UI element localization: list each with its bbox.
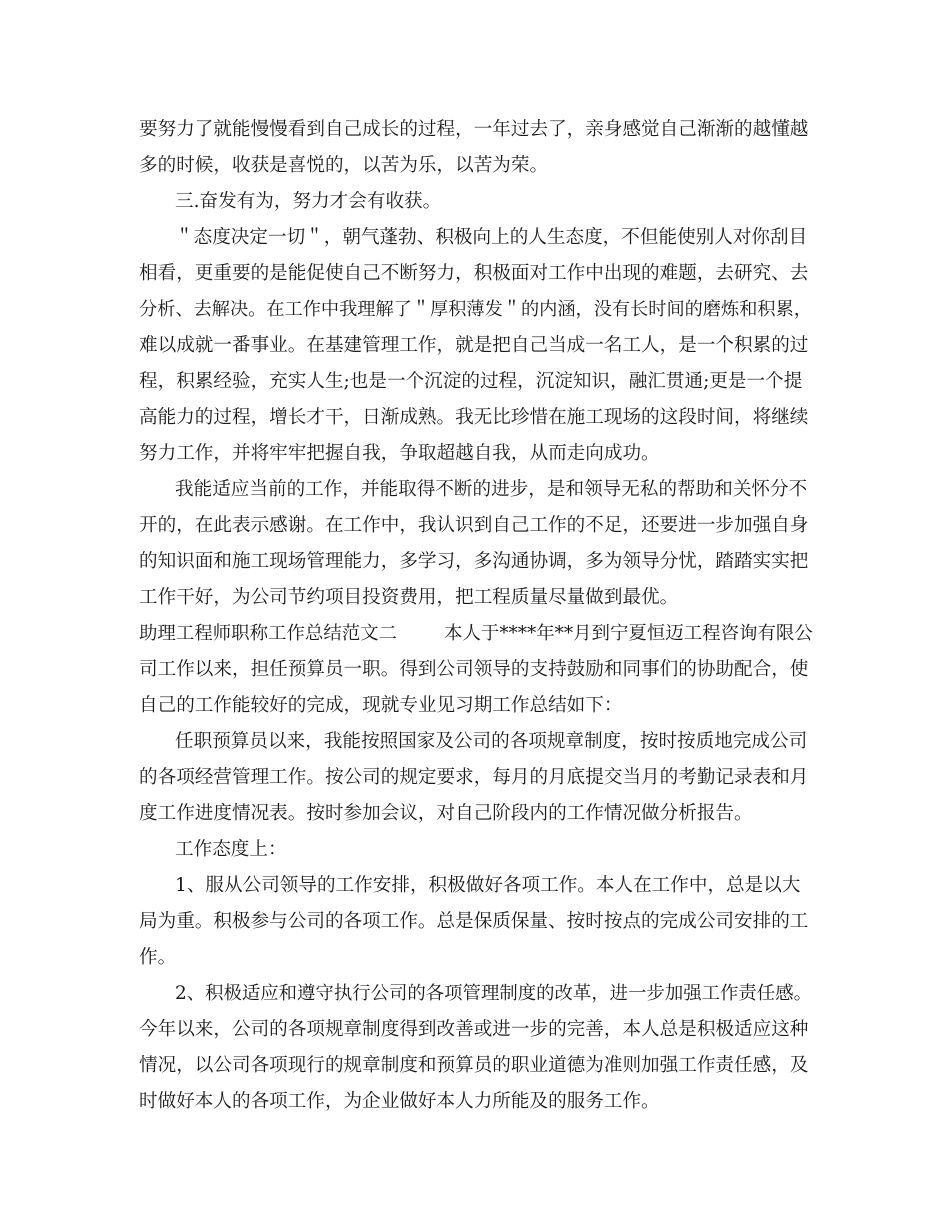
- text-line: 努力工作，并将牢牢把握自我，争取超越自我，从而走向成功。: [139, 443, 660, 464]
- document-title-line: 助理工程师职称工作总结范文二 本人于****年**月到宁夏恒迈工程咨询有限公: [139, 623, 813, 644]
- text-line: 作。: [139, 947, 177, 968]
- text-line: 多的时候，收获是喜悦的，以苦为乐，以苦为荣。: [139, 155, 549, 176]
- text-line: 的各项经营管理工作。按公司的规定要求，每月的月底提交当月的考勤记录表和月: [139, 767, 809, 788]
- section-heading: 工作态度上：: [175, 839, 287, 860]
- text-line: ＂态度决定一切＂，朝气蓬勃、积极向上的人生态度，不但能使别人对你刮目: [175, 227, 808, 248]
- text-line: 2、积极适应和遵守执行公司的各项管理制度的改革，进一步加强工作责任感。: [175, 983, 812, 1004]
- text-line: 任职预算员以来，我能按照国家及公司的各项规章制度，按时按质地完成公司: [175, 731, 808, 752]
- text-line: 相看，更重要的是能促使自己不断努力，积极面对工作中出现的难题，去研究、去: [139, 263, 809, 284]
- text-line: 局为重。积极参与公司的各项工作。总是保质保量、按时按点的完成公司安排的工: [139, 911, 809, 932]
- section-heading: 三.奋发有为，努力才会有收获。: [175, 191, 442, 212]
- text-line: 情况，以公司各项现行的规章制度和预算员的职业道德为准则加强工作责任感，及: [139, 1055, 809, 1076]
- text-line: 的知识面和施工现场管理能力，多学习，多沟通协调，多为领导分忧，踏踏实实把: [139, 551, 809, 572]
- text-line: 开的，在此表示感谢。在工作中，我认识到自己工作的不足，还要进一步加强自身: [139, 515, 809, 536]
- text-line: 司工作以来，担任预算员一职。得到公司领导的支持鼓励和同事们的协助配合，使: [139, 659, 809, 680]
- text-line: 要努力了就能慢慢看到自己成长的过程，一年过去了，亲身感觉自己渐渐的越懂越: [139, 119, 809, 140]
- text-line: 高能力的过程，增长才干，日渐成熟。我无比珍惜在施工现场的这段时间，将继续: [139, 407, 809, 428]
- text-line: 度工作进度情况表。按时参加会议，对自己阶段内的工作情况做分析报告。: [139, 803, 753, 824]
- text-line: 时做好本人的各项工作，为企业做好本人力所能及的服务工作。: [139, 1091, 660, 1112]
- text-line: 程，积累经验，充实人生;也是一个沉淀的过程，沉淀知识，融汇贯通;更是一个提: [139, 371, 803, 392]
- text-line: 自己的工作能较好的完成，现就专业见习期工作总结如下：: [139, 695, 623, 716]
- text-line: 我能适应当前的工作，并能取得不断的进步，是和领导无私的帮助和关怀分不: [175, 479, 808, 500]
- text-line: 难以成就一番事业。在基建管理工作，就是把自己当成一名工人，是一个积累的过: [139, 335, 809, 356]
- text-line: 分析、去解决。在工作中我理解了＂厚积薄发＂的内涵，没有长时间的磨炼和积累，: [139, 299, 812, 320]
- text-line: 1、服从公司领导的工作安排，积极做好各项工作。本人在工作中，总是以大: [175, 875, 801, 896]
- text-line: 今年以来，公司的各项规章制度得到改善或进一步的完善，本人总是积极适应这种: [139, 1019, 809, 1040]
- text-line: 工作干好，为公司节约项目投资费用，把工程质量尽量做到最优。: [139, 587, 679, 608]
